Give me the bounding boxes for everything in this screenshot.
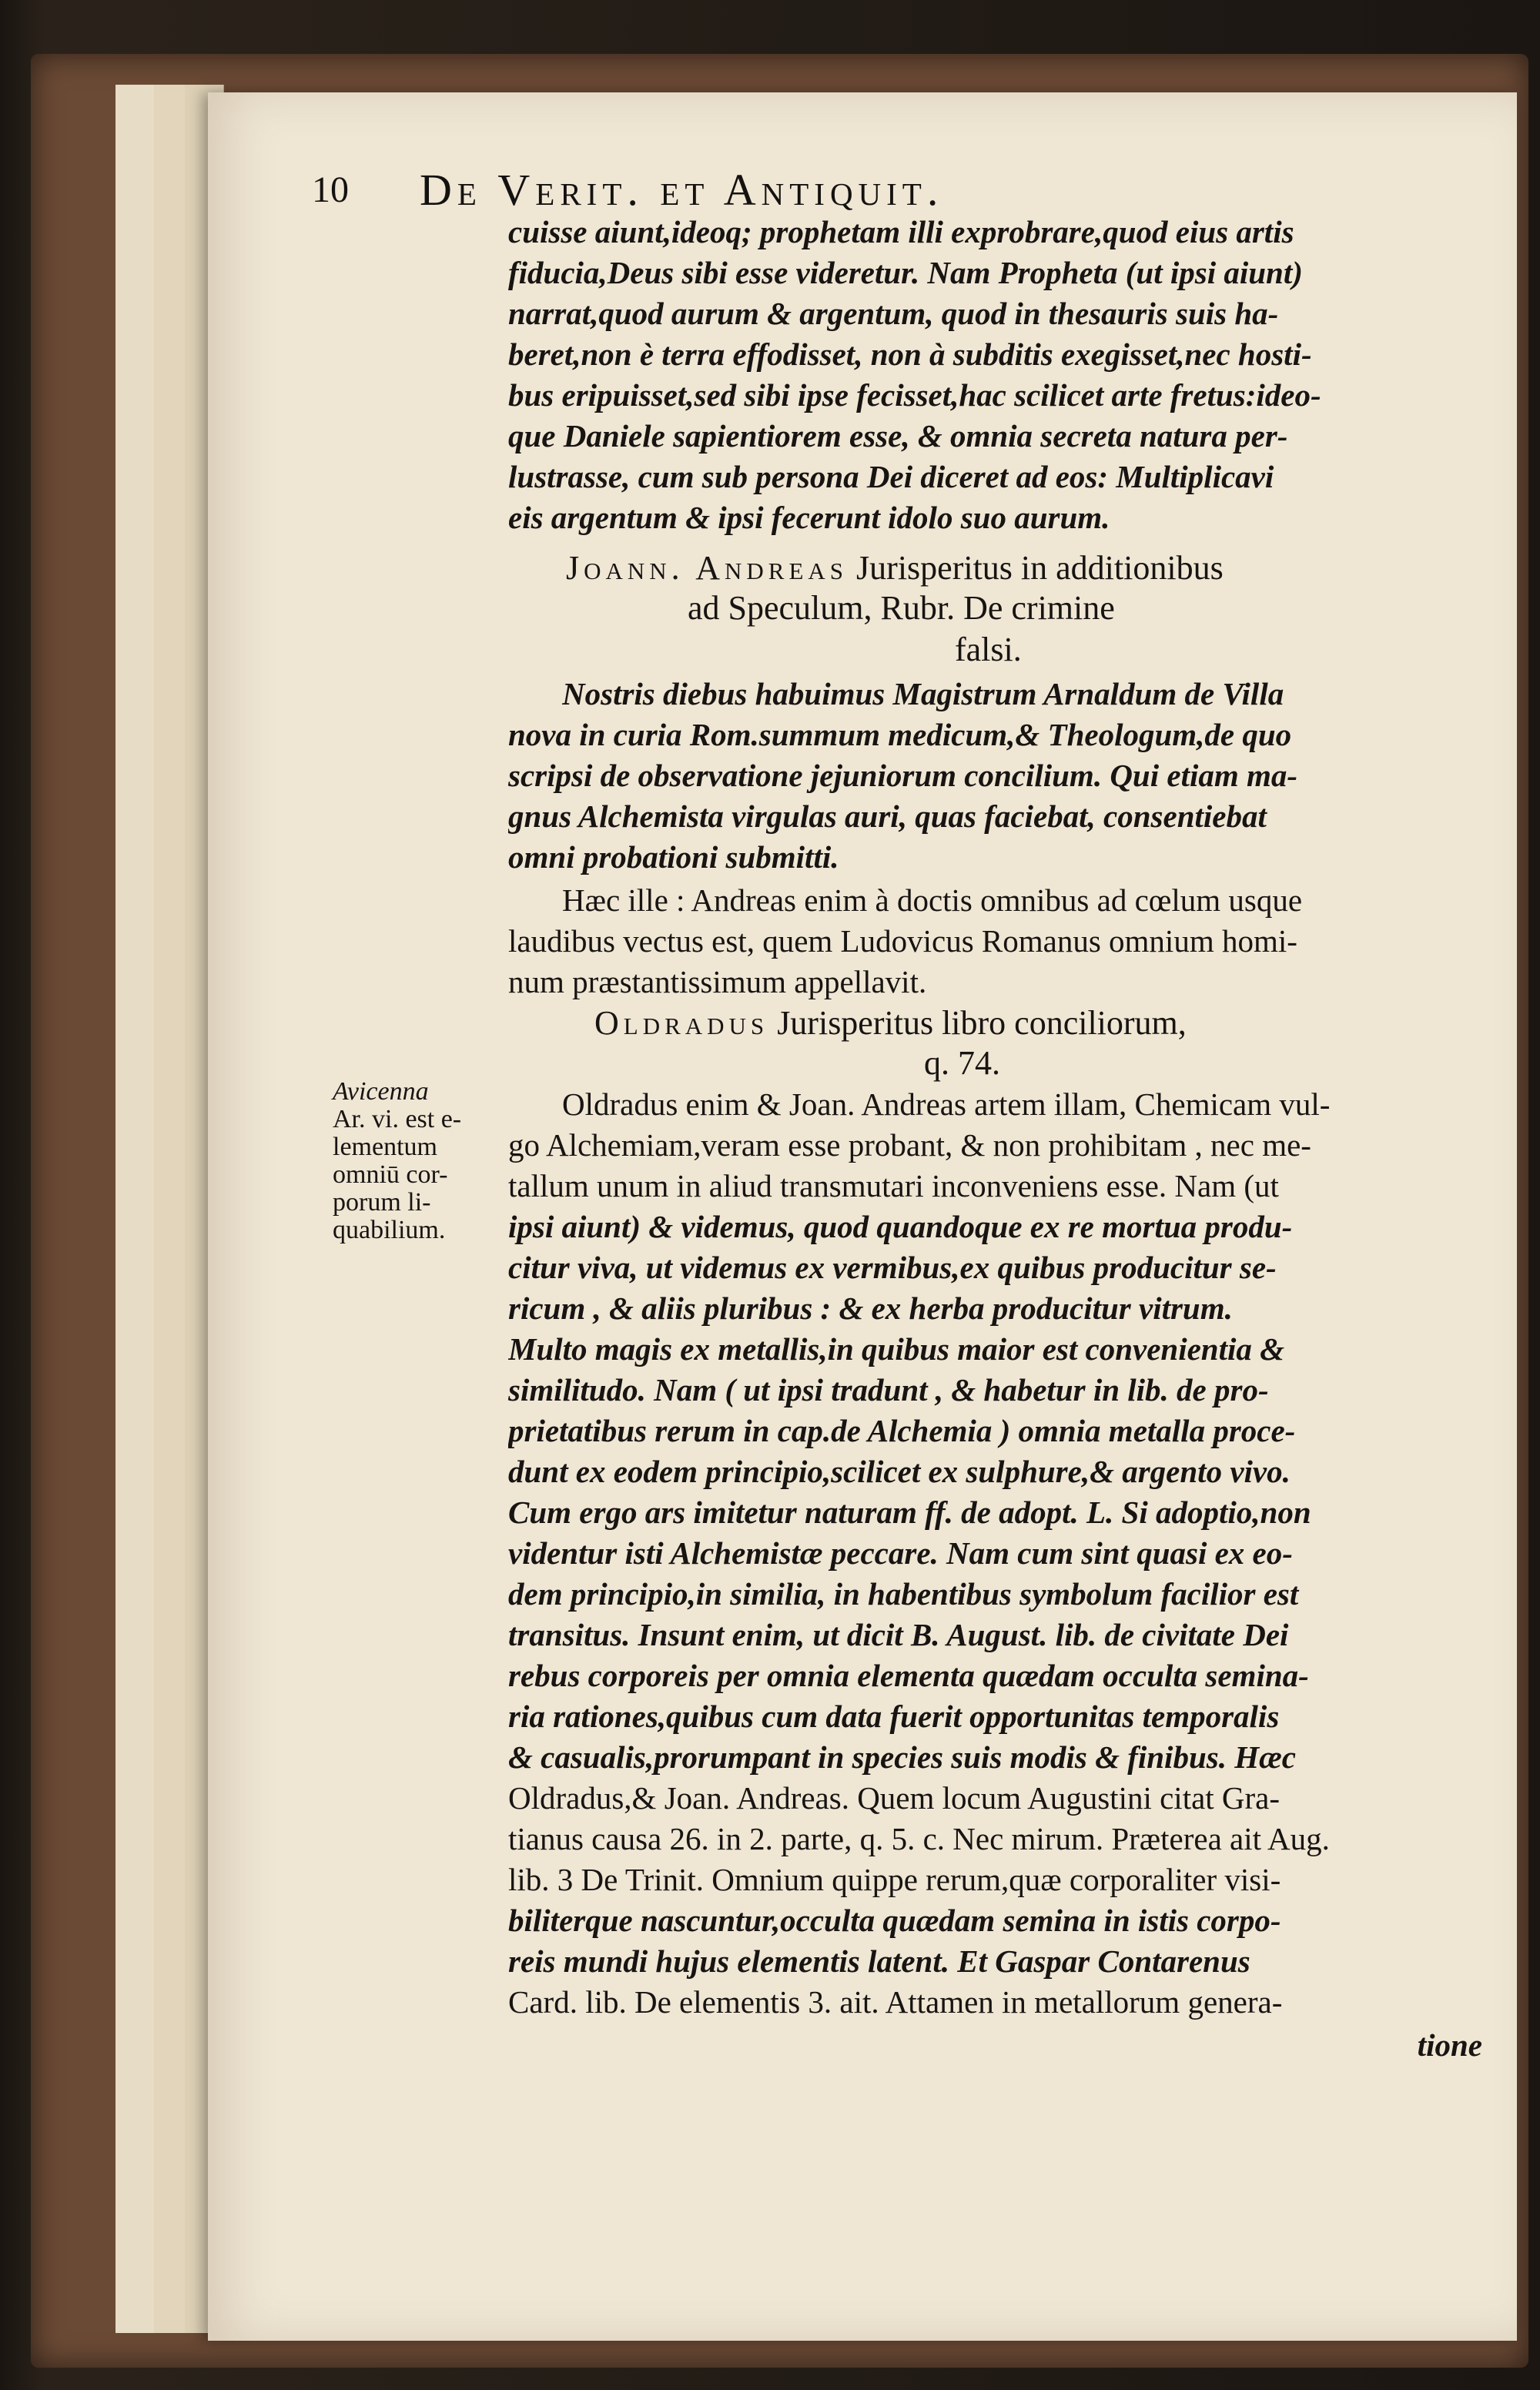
text-line: go Alchemiam,veram esse probant, & non prohibitam , nec me- — [508, 1127, 1311, 1163]
text-line: Multo magis ex metallis,in quibus maior est convenientia & — [508, 1331, 1285, 1367]
text-line: prietatibus rerum in cap.de Alchemia ) omnia metalla proce- — [508, 1413, 1296, 1448]
text-line: lustrasse, cum sub persona Dei diceret ad eos: Multiplicavi — [508, 459, 1274, 494]
heading-author: Oldradus — [594, 1004, 769, 1042]
text-line: dunt ex eodem principio,scilicet ex sulphure,& argento vivo. — [508, 1454, 1291, 1489]
text-line: biliterque nascuntur,occulta quædam semina in istis corpo- — [508, 1903, 1281, 1938]
margin-note-line: Ar. vi. est e- — [333, 1105, 462, 1133]
text-line: reis mundi hujus elementis latent. Et Gaspar Contarenus — [508, 1943, 1250, 1979]
margin-note-line: porum li- — [333, 1188, 431, 1217]
text-line: cuisse aiunt,ideoq; prophetam illi exprobrare,quod eius artis — [508, 214, 1294, 249]
text-line: transitus. Insunt enim, ut dicit B. August. lib. de civitate Dei — [508, 1617, 1289, 1652]
margin-note-line: quabilium. — [333, 1216, 446, 1244]
text-line: bus eripuisset,sed sibi ipse fecisset,hac scilicet arte fretus:ideo- — [508, 377, 1321, 413]
heading-line: ad Speculum, Rubr. De crimine — [688, 589, 1115, 627]
text-line: citur viva, ut videmus ex vermibus,ex quibus producitur se- — [508, 1250, 1277, 1285]
heading-author: Joann. Andreas — [566, 549, 849, 587]
text-line: Card. lib. De elementis 3. ait. Attamen in metallorum genera- — [508, 1984, 1283, 2020]
heading-line: falsi. — [955, 631, 1022, 668]
running-header — [312, 164, 1328, 218]
text-line: laudibus vectus est, quem Ludovicus Romanus omnium homi- — [508, 923, 1297, 959]
margin-note-line: Avicenna — [333, 1077, 429, 1106]
text-line: rebus corporeis per omnia elementa quædam occulta semina- — [508, 1658, 1309, 1693]
text-line: ipsi aiunt) & videmus, quod quandoque ex re mortua produ- — [508, 1209, 1293, 1244]
text-line: nova in curia Rom.summum medicum,& Theologum,de quo — [508, 717, 1292, 752]
text-line: Nostris diebus habuimus Magistrum Arnaldum de Villa — [562, 676, 1284, 711]
margin-note-line: omniū cor- — [333, 1160, 448, 1189]
running-title: De Verit. et Antiquit. — [420, 165, 944, 215]
text-line: gnus Alchemista virgulas auri, quas faciebat, consentiebat — [508, 798, 1267, 834]
text-line: eis argentum & ipsi fecerunt idolo suo aurum. — [508, 500, 1110, 535]
text-line: Oldradus,& Joan. Andreas. Quem locum Augustini citat Gra- — [508, 1780, 1281, 1816]
margin-note — [333, 1078, 506, 1244]
heading-line: q. 74. — [924, 1044, 1000, 1082]
text-line: que Daniele sapientiorem esse, & omnia secreta natura per- — [508, 418, 1288, 454]
text-line: Hæc ille : Andreas enim à doctis omnibus ad cœlum usque — [562, 882, 1303, 918]
heading-title: Jurisperitus libro conciliorum, — [777, 1004, 1187, 1042]
heading-title: Jurisperitus in additionibus — [856, 549, 1224, 587]
text-line: beret,non è terra effodisset, non à subditis exegisset,nec hosti- — [508, 336, 1312, 372]
text-line: Oldradus enim & Joan. Andreas artem illam, Chemicam vul- — [562, 1086, 1331, 1122]
text-line: ricum , & aliis pluribus : & ex herba producitur vitrum. — [508, 1290, 1233, 1326]
text-line: fiducia,Deus sibi esse videretur. Nam Propheta (ut ipsi aiunt) — [508, 255, 1303, 290]
text-line: tianus causa 26. in 2. parte, q. 5. c. Nec mirum. Præterea ait Aug. — [508, 1821, 1330, 1856]
text-line: tallum unum in aliud transmutari inconveniens esse. Nam (ut — [508, 1168, 1279, 1203]
text-line: scripsi de observatione jejuniorum concilium. Qui etiam ma- — [508, 758, 1298, 793]
text-line: dem principio,in similia, in habentibus symbolum facilior est — [508, 1576, 1299, 1612]
text-line: lib. 3 De Trinit. Omnium quippe rerum,quæ corporaliter visi- — [508, 1862, 1281, 1897]
text-line: omni probationi submitti. — [508, 839, 839, 875]
text-line: ria rationes,quibus cum data fuerit opportunitas temporalis — [508, 1699, 1280, 1734]
margin-note-line: lementum — [333, 1133, 437, 1161]
text-line: Cum ergo ars imitetur naturam ff. de adopt. L. Si adoptio,non — [508, 1495, 1311, 1530]
text-line: similitudo. Nam ( ut ipsi tradunt , & habetur in lib. de pro- — [508, 1372, 1269, 1408]
catchword: tione — [1417, 2027, 1482, 2063]
text-line: num præstantissimum appellavit. — [508, 964, 927, 999]
text-line: narrat,quod aurum & argentum, quod in thesauris suis ha- — [508, 296, 1279, 331]
text-line: videntur isti Alchemistæ peccare. Nam cum sint quasi ex eo- — [508, 1535, 1293, 1571]
text-line: & casualis,prorumpant in species suis modis & finibus. Hæc — [508, 1739, 1296, 1775]
page-number: 10 — [312, 169, 349, 210]
